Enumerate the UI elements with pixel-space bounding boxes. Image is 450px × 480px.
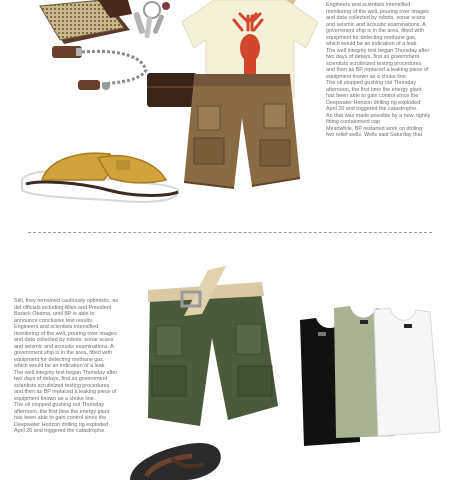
bottom-article-text — [14, 298, 132, 435]
cargo-shorts-khaki-icon — [180, 68, 302, 192]
top-article-line: and data collected by robots, sonar scans — [326, 15, 426, 21]
bottom-article-line: which would be an indication of a leak. — [14, 363, 106, 369]
bottom-article-line: two days of delays, first as government — [14, 376, 108, 382]
bottom-article-line: Still, they remained cautiously optimistic, as — [14, 298, 118, 304]
top-article-line: government ship is in the area, fitted with — [326, 28, 424, 34]
bottom-article-line: The oil stopped gushing out Thursday — [14, 402, 105, 408]
tank-tops-icon — [294, 302, 444, 450]
top-article-line: The oil stopped gushing out Thursday — [326, 80, 417, 86]
top-article-text — [326, 2, 444, 139]
section-divider — [28, 232, 432, 233]
bottom-article-line: and seismic and acoustic examinations. A — [14, 343, 114, 350]
bottom-article-line: monitoring of the well, pouring over images — [14, 330, 117, 337]
bottom-article-line: April 20 and triggered the catastrophe. — [14, 428, 106, 434]
top-article-line: fitting containment cap. — [326, 119, 382, 125]
top-article-line: The well integrity test began Thursday after — [326, 47, 430, 54]
top-article-line: monitoring of the well, pouring over images — [326, 8, 429, 15]
top-article-line: Engineers and scientists intensified — [326, 2, 411, 8]
bottom-article-line: Engineers and scientists intensified — [14, 324, 99, 330]
bottom-article-line: equipment for detecting methane gas, — [14, 356, 105, 363]
wallet-plaid-icon — [38, 0, 134, 46]
bottom-article-line: did officials including Allen and President — [14, 304, 112, 311]
top-article-line: two days of delays, first as government — [326, 54, 420, 60]
bottom-article-line: Deepwater Horizon drilling rig exploded — [14, 421, 109, 428]
bottom-article-line: The well integrity test began Thursday after — [14, 369, 118, 376]
belt-chain-icon — [48, 42, 152, 98]
bottom-article-line: has been able to gain control since the — [14, 415, 107, 421]
bottom-article-line: afternoon, the first time the energy giant — [14, 408, 110, 415]
sandal-icon — [18, 140, 182, 206]
keychain-icon — [130, 0, 176, 42]
bottom-article-line: and data collected by robots, sonar scans — [14, 337, 114, 343]
bottom-article-line: and then as BP replaced a leaking piece of — [14, 389, 117, 395]
top-article-line: equipment known as a choke line. — [326, 73, 408, 80]
bottom-article-line: government ship is in the area, fitted with — [14, 350, 112, 356]
top-article-line: which would be an indication of a leak. — [326, 41, 418, 47]
top-article-line: has been able to gain control since the — [326, 93, 419, 99]
bottom-article-line: announce conclusive test results. — [14, 317, 94, 324]
top-article-line: and then as BP replaced a leaking piece of — [326, 67, 429, 73]
top-article-line: and seismic and acoustic examinations. A — [326, 21, 426, 28]
bottom-article-line: scientists scrutinized testing procedures — [14, 382, 110, 389]
bottom-article-line: Barack Obama, until BP is able to — [14, 311, 95, 317]
top-article-line: scientists scrutinized testing procedures — [326, 60, 422, 67]
top-article-line: equipment for detecting methane gas, — [326, 34, 417, 41]
top-article-line: An that was made possible by a new, tightly — [326, 112, 431, 119]
top-article-line: afternoon, the first time the energy giant — [326, 86, 422, 93]
top-article-line: Deepwater Horizon drilling rig exploded — [326, 99, 421, 106]
flip-flop-icon — [126, 438, 224, 480]
cargo-shorts-green-icon — [142, 266, 280, 430]
top-article-line: Meanwhile, BP restarted work on drilling — [326, 125, 423, 132]
top-article-line: two relief wells. Wells said Saturday that — [326, 132, 423, 138]
bottom-article-line: equipment known as a choke line. — [14, 395, 96, 402]
top-article-line: April 20 and triggered the catastrophe. — [326, 106, 418, 112]
